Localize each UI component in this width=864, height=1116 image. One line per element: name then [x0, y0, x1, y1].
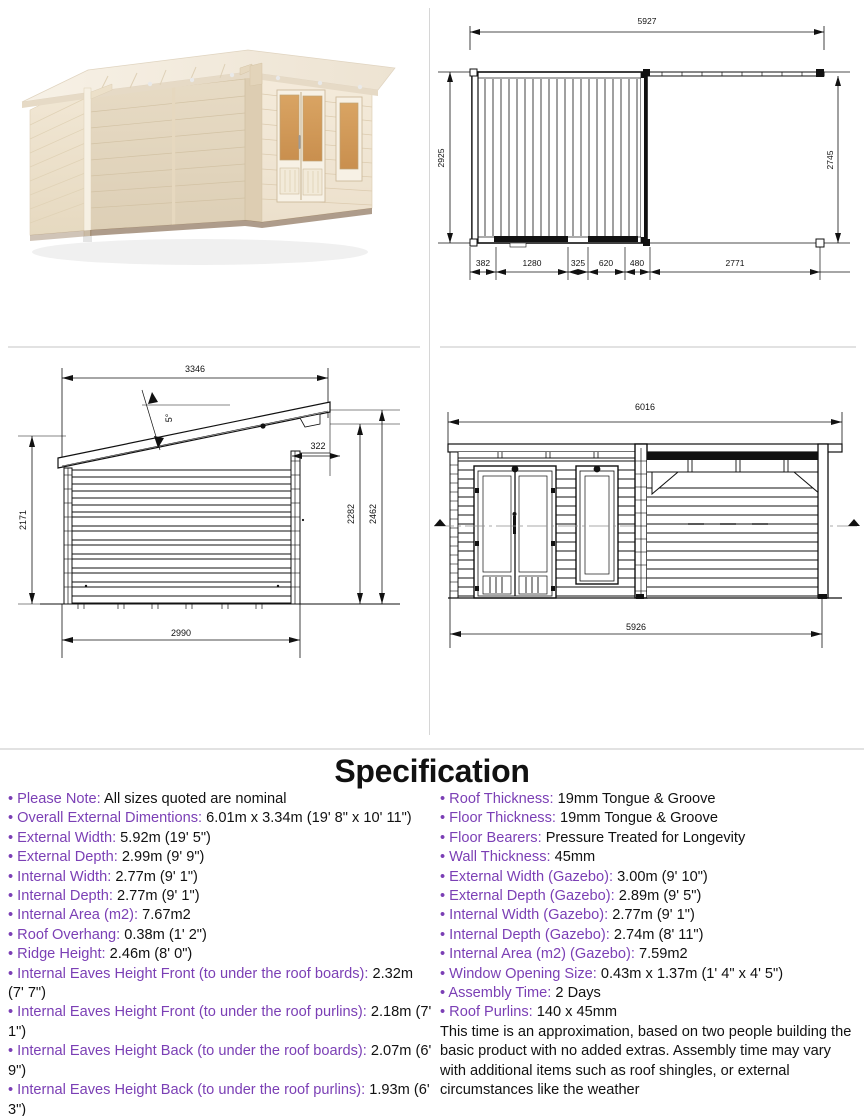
spec-item-label: Internal Eaves Height Back (to under the roof boards):: [17, 1043, 367, 1060]
side-height-back-label: 2171: [18, 509, 28, 531]
bullet-icon: •: [440, 868, 450, 885]
spec-item-value: 2.77m (9' 1"): [608, 907, 695, 924]
plan-chain-6: 2771: [725, 258, 745, 268]
bullet-icon: •: [440, 946, 450, 963]
front-elevation-drawing[interactable]: [430, 348, 864, 735]
spec-item-value: 0.43m x 1.37m (1' 4" x 4' 5"): [596, 965, 784, 982]
bullet-icon: •: [440, 926, 450, 943]
spec-item-label: External Depth:: [17, 849, 118, 866]
spec-item-label: Internal Area (m2) (Gazebo):: [449, 946, 635, 963]
bullet-icon: •: [440, 888, 450, 905]
spec-item: [8, 790, 432, 809]
plan-view-drawing[interactable]: [430, 0, 864, 346]
bullet-icon: •: [440, 791, 450, 807]
spec-item-label: External Width (Gazebo):: [449, 868, 614, 885]
plan-depth-right-label: 2745: [825, 150, 835, 170]
spec-item: [440, 848, 860, 867]
spec-item-label: Floor Thickness:: [449, 810, 556, 827]
plan-depth-left-label: 2925: [436, 148, 446, 168]
spec-item-value: 2.46m (8' 0"): [105, 946, 193, 963]
spec-item-value: Pressure Treated for Longevity: [541, 829, 746, 846]
spec-item-value: 2.18m (7' 1"): [8, 1004, 432, 1040]
spec-item: [440, 868, 860, 887]
spec-item: [8, 926, 432, 945]
side-height-front-outer-label: 2462: [368, 503, 378, 525]
spec-item-label: Internal Depth (Gazebo):: [449, 926, 610, 943]
spec-item: [440, 945, 860, 964]
front-base-width-label: 5926: [625, 622, 647, 632]
spec-item: [440, 1003, 860, 1022]
bullet-icon: •: [8, 829, 18, 846]
bullet-icon: •: [8, 1082, 18, 1099]
plan-overall-width-label: 5927: [637, 16, 657, 26]
spec-item-value: 3.00m (9' 10"): [613, 868, 708, 885]
spec-item: [8, 965, 432, 1004]
bullet-icon: •: [8, 791, 18, 807]
spec-item-value: 1.93m (6' 3"): [8, 1082, 430, 1116]
spec-item-label: Window Opening Size:: [449, 965, 597, 982]
side-overhang-drop-label: 322: [310, 441, 326, 451]
spec-item: [440, 984, 860, 1003]
bullet-icon: •: [8, 965, 18, 982]
spec-item-value: 5.92m (19' 5"): [116, 829, 211, 846]
spec-item-value: 6.01m x 3.34m (19' 8" x 10' 11"): [202, 810, 412, 827]
spec-item-value: 0.38m (1' 2"): [120, 926, 207, 943]
bullet-icon: •: [8, 810, 18, 827]
product-photo[interactable]: [0, 0, 429, 346]
spec-item-label: Overall External Dimentions:: [17, 810, 203, 827]
spec-column-right: [440, 790, 860, 1101]
spec-item-label: Internal Eaves Height Front (to under the roof purlins):: [17, 1004, 367, 1021]
spec-item-value: 2.07m (6' 9"): [8, 1043, 432, 1079]
front-roof-width-label: 6016: [634, 402, 656, 412]
bullet-icon: •: [8, 849, 18, 866]
spec-item: [8, 868, 432, 887]
spec-item-value: 2.77m (9' 1"): [111, 868, 198, 885]
spec-item-value: 19mm Tongue & Groove: [555, 810, 718, 827]
bullet-icon: •: [440, 907, 450, 924]
spec-item-label: Internal Depth:: [17, 888, 113, 905]
spec-item-label: Roof Thickness:: [449, 791, 554, 807]
side-roof-span-label: 3346: [184, 364, 206, 374]
bullet-icon: •: [8, 907, 18, 924]
side-elevation-drawing[interactable]: [0, 348, 429, 735]
spec-item-value: All sizes quoted are nominal: [100, 791, 287, 807]
spec-item: [8, 906, 432, 925]
spec-item-value: 2.89m (9' 5"): [614, 888, 702, 905]
spec-item-label: External Width:: [17, 829, 117, 846]
bullet-icon: •: [440, 1004, 450, 1021]
assembly-time-note: This time is an approximation, based on two people building the basic product with no added extras. Assembly time may vary with additional items such as roof shingles, or external circumstances like the weather: [440, 1023, 852, 1099]
spec-item: [440, 809, 860, 828]
spec-item-label: Internal Eaves Height Back (to under the roof purlins):: [17, 1082, 366, 1099]
bullet-icon: •: [8, 926, 18, 943]
spec-item-label: External Depth (Gazebo):: [449, 888, 615, 905]
spec-item-value: 45mm: [550, 849, 596, 866]
spec-columns: [0, 790, 864, 1116]
spec-item-value: 2.74m (8' 11"): [609, 926, 704, 943]
plan-chain-3: 325: [570, 258, 586, 268]
spec-item: [8, 848, 432, 867]
bullet-icon: •: [440, 810, 450, 827]
spec-item-label: Internal Width (Gazebo):: [449, 907, 609, 924]
spec-item: [8, 1003, 432, 1042]
spec-item-label: Roof Overhang:: [17, 926, 121, 943]
spec-item-label: Assembly Time:: [448, 985, 552, 1002]
plan-chain-5: 480: [629, 258, 645, 268]
spec-item: [8, 887, 432, 906]
side-height-front-inner-label: 2282: [346, 503, 356, 525]
plan-chain-1: 382: [475, 258, 491, 268]
plan-chain-2: 1280: [522, 258, 542, 268]
spec-item: [8, 829, 432, 848]
spec-item: [8, 945, 432, 964]
bullet-icon: •: [440, 829, 450, 846]
bullet-icon: •: [8, 1004, 18, 1021]
spec-item-value: 7.59m2: [634, 946, 688, 963]
spec-item-value: 2.32m (7' 7"): [8, 965, 414, 1002]
spec-item-label: Wall Thickness:: [449, 849, 551, 866]
bullet-icon: •: [8, 1043, 18, 1060]
spec-item-value: 140 x 45mm: [532, 1004, 618, 1021]
plan-chain-4: 620: [598, 258, 614, 268]
spec-item: [8, 1042, 432, 1081]
spec-item: [440, 965, 860, 984]
spec-separator: [0, 748, 864, 750]
spec-item-label: Ridge Height:: [17, 946, 106, 963]
spec-item-value: 19mm Tongue & Groove: [553, 791, 716, 807]
bullet-icon: •: [8, 888, 18, 905]
side-pitch-label: 5°: [164, 413, 174, 423]
spec-item-value: 2 Days: [551, 985, 601, 1002]
spec-item-value: 2.99m (9' 9"): [117, 849, 205, 866]
spec-item-label: Internal Width:: [17, 868, 112, 885]
spec-item-label: Roof Purlins:: [449, 1004, 533, 1021]
spec-item: [440, 887, 860, 906]
spec-item-label: Floor Bearers:: [449, 829, 542, 846]
bullet-icon: •: [8, 868, 18, 885]
spec-item-label: Internal Eaves Height Front (to under the roof boards):: [17, 965, 369, 982]
spec-item: [440, 926, 860, 945]
page-title: Specification: [334, 753, 530, 789]
spec-item: [8, 809, 432, 828]
spec-item-label: Internal Area (m2):: [17, 907, 139, 924]
spec-item: [440, 790, 860, 809]
spec-item: [440, 829, 860, 848]
spec-item: [8, 1081, 432, 1116]
bullet-icon: •: [8, 946, 18, 963]
spec-item: [440, 906, 860, 925]
spec-column-left: [8, 790, 432, 1116]
bullet-icon: •: [440, 985, 449, 1002]
spec-item-value: 2.77m (9' 1"): [112, 888, 200, 905]
spec-item-label: Please Note:: [17, 791, 101, 807]
bullet-icon: •: [440, 849, 450, 866]
bullet-icon: •: [440, 965, 450, 982]
spec-item-value: 7.67m2: [138, 907, 191, 924]
side-base-width-label: 2990: [170, 628, 192, 638]
